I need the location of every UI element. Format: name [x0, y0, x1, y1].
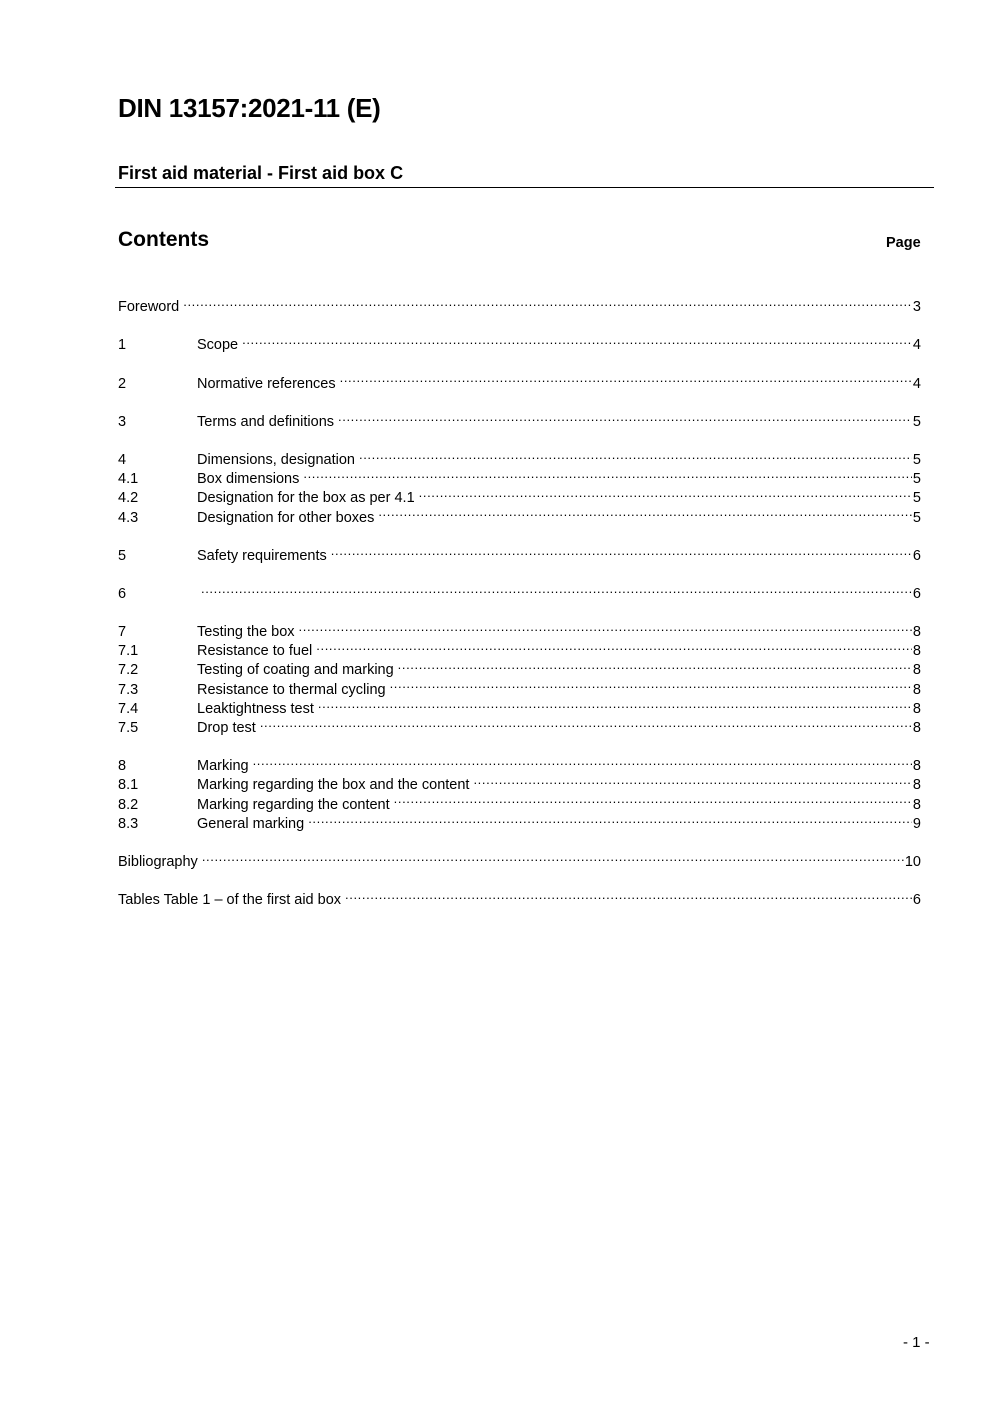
toc-entry-number: 7.5 [118, 720, 139, 736]
toc-entry-page: 8 [912, 777, 921, 794]
toc-entry-title: Marking regarding the content [197, 796, 390, 813]
toc-entry[interactable] [118, 617, 921, 641]
toc-entry[interactable] [118, 541, 921, 564]
toc-entry[interactable] [118, 292, 921, 316]
toc-entry[interactable] [118, 751, 921, 775]
toc-entry-title: Testing of coating and marking [197, 662, 394, 679]
toc-entry-page: 8 [912, 796, 921, 813]
toc-dot-leader [338, 407, 912, 426]
toc-dot-leader [473, 770, 911, 789]
toc-entry-number: 7.3 [118, 681, 139, 698]
toc-entry-page: 8 [912, 662, 921, 679]
toc-entry-title: Designation for the box as per 4.1 [197, 490, 415, 507]
toc-entry-title: Dimensions, designation [197, 451, 355, 468]
toc-entry-number: 6 [118, 585, 127, 602]
toc-entry-title: Normative references [197, 375, 336, 392]
toc-entry[interactable] [118, 368, 921, 392]
toc-entry-page: 5 [912, 509, 921, 526]
toc-entry-number: 4.2 [118, 490, 139, 507]
toc-dot-leader [359, 445, 912, 464]
toc-entry-number: 8.2 [118, 796, 139, 813]
document-id: DIN 13157:2021-11 (E) [118, 93, 381, 123]
toc-entry-number: 4.3 [118, 509, 139, 526]
page-number: - 1 - [903, 1334, 930, 1351]
toc-dot-leader [345, 885, 912, 904]
toc-entry-number: 5 [118, 547, 127, 564]
toc-dot-leader [378, 502, 912, 521]
toc-dot-leader [398, 655, 912, 674]
toc-dot-leader [299, 617, 912, 636]
toc-entry-number: 4 [118, 451, 127, 468]
contents-heading: Contents [118, 228, 209, 251]
toc-entry-title: General marking [197, 815, 305, 832]
toc-entry-title: Marking [197, 758, 249, 775]
toc-entry-page: 8 [912, 681, 921, 698]
toc-entry-page: 8 [912, 720, 921, 736]
toc-entry-title: Terms and definitions [197, 413, 335, 430]
toc-entry-page: 4 [912, 337, 921, 354]
toc-entry-page: 5 [912, 490, 921, 507]
toc-entry-number: 7.4 [118, 700, 139, 717]
toc-dot-leader [253, 751, 912, 770]
toc-entry-number: 7.2 [118, 662, 139, 679]
toc-dot-leader [390, 674, 912, 693]
document-title: First aid material - First aid box C [118, 163, 404, 183]
toc-dot-leader [201, 579, 912, 598]
toc-dot-leader [242, 330, 912, 349]
toc-entry[interactable] [118, 847, 921, 870]
toc-dot-leader [318, 694, 912, 713]
toc-dot-leader [303, 464, 912, 483]
toc-entry-title: Testing the box [197, 624, 295, 641]
toc-dot-leader [331, 541, 912, 560]
table-of-contents [118, 292, 921, 909]
toc-entry-page: 5 [912, 471, 921, 488]
toc-entry[interactable] [118, 330, 921, 354]
toc-entry-page: 10 [904, 853, 921, 870]
toc-dot-leader [419, 483, 912, 502]
toc-dot-leader [340, 368, 912, 387]
toc-entry-title: Drop test [197, 720, 256, 736]
toc-entry-title: Designation for other boxes [197, 509, 375, 526]
toc-entry-number: 4.1 [118, 471, 139, 488]
toc-dot-leader [202, 847, 904, 866]
toc-entry-page: 8 [912, 700, 921, 717]
toc-dot-leader [183, 292, 912, 311]
toc-entry-number: 7.1 [118, 643, 139, 660]
toc-entry-number: 1 [118, 337, 127, 354]
toc-dot-leader [308, 809, 912, 828]
toc-entry-page: 9 [912, 815, 921, 832]
toc-entry-title: Bibliography [118, 853, 198, 870]
toc-entry-number: 2 [118, 375, 127, 392]
toc-entry-title: Resistance to fuel [197, 643, 313, 660]
toc-entry-title: Foreword [118, 299, 180, 316]
toc-entry-title: Resistance to thermal cycling [197, 681, 386, 698]
toc-entry-page: 8 [912, 624, 921, 641]
toc-dot-leader [260, 713, 912, 732]
toc-entry-title: Scope [197, 337, 239, 354]
title-underline [115, 187, 934, 188]
toc-entry-page: 8 [912, 758, 921, 775]
toc-entry-page: 6 [912, 585, 921, 602]
toc-entry-page: 3 [912, 299, 921, 316]
toc-entry-page: 8 [912, 643, 921, 660]
toc-entry[interactable] [118, 407, 921, 430]
toc-dot-leader [394, 789, 912, 808]
toc-entry-number: 7 [118, 624, 127, 641]
toc-entry-page: 6 [912, 892, 921, 909]
toc-entry-title: Box dimensions [197, 471, 300, 488]
toc-entry[interactable] [118, 445, 921, 468]
toc-entry-number: 8 [118, 758, 127, 775]
toc-entry-page: 6 [912, 547, 921, 564]
toc-entry-page: 5 [912, 413, 921, 430]
toc-entry-page: 5 [912, 451, 921, 468]
toc-dot-leader [316, 636, 912, 655]
toc-entry-title: Tables Table 1 – of the first aid box [118, 892, 342, 909]
toc-entry-title: Leaktightness test [197, 700, 314, 717]
toc-entry-number: 8.3 [118, 815, 139, 832]
page-column-label: Page [886, 235, 921, 251]
toc-entry-title: Marking regarding the box and the content [197, 777, 470, 794]
toc-entry-title: Safety requirements [197, 547, 327, 564]
toc-entry-page: 4 [912, 375, 921, 392]
toc-entry-number: 3 [118, 413, 127, 430]
toc-entry[interactable] [118, 579, 921, 602]
toc-entry[interactable] [118, 885, 921, 909]
toc-entry-number: 8.1 [118, 777, 139, 794]
